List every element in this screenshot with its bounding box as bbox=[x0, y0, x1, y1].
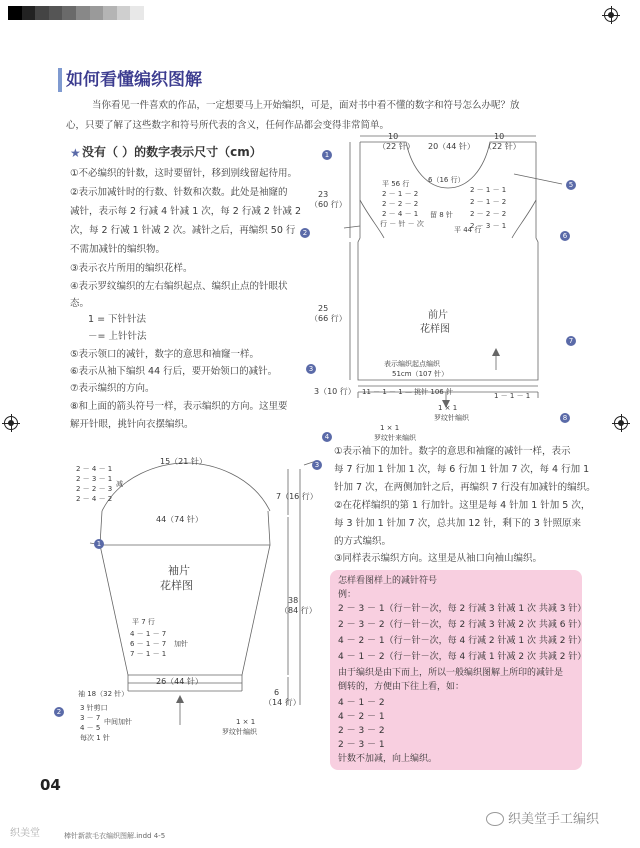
front-marker-2: 2 bbox=[300, 228, 310, 238]
front-marker-7: 7 bbox=[566, 336, 576, 346]
front-right-dec-row: 2 － 2 － 2 bbox=[470, 210, 507, 218]
left-line: ③表示衣片所用的编织花样。 bbox=[70, 263, 193, 274]
box-end: 针数不加减，向上编织。 bbox=[338, 754, 438, 764]
front-top-right-stitches: （22 针） bbox=[484, 142, 521, 151]
front-left-dec-row: 2 － 4 － 1 bbox=[382, 210, 419, 218]
sleeve-cuff-height: 6 bbox=[274, 688, 280, 697]
sleeve-inc-row: 7 － 1 － 1 bbox=[130, 650, 167, 658]
watermark-left: 织美堂 bbox=[10, 828, 40, 839]
front-start-note: 表示编织起点编织 bbox=[384, 360, 440, 368]
sleeve-cap-height: 7（16 行） bbox=[276, 492, 318, 501]
left-line: 不需加减针的编织物。 bbox=[70, 244, 166, 255]
front-top-left-width: 10 bbox=[388, 132, 399, 141]
left-line: ④表示罗纹编织的左右编织起点、编织止点的针眼状 bbox=[70, 281, 288, 292]
decrease-notation-box bbox=[330, 570, 587, 770]
front-right-dec-row: 2 － 1 － 2 bbox=[470, 198, 507, 206]
left-line: ⑦表示编织的方向。 bbox=[70, 383, 155, 394]
box-row: 2 － 3 － 1 bbox=[338, 740, 385, 750]
front-rib-note-1: 1 × 1 bbox=[380, 424, 400, 432]
box-note: 由于编织是由下而上，所以一般编织图解上所印的减针是 bbox=[338, 668, 564, 678]
front-left-dec-row: 2 － 2 － 2 bbox=[382, 200, 419, 208]
front-top-right-width: 10 bbox=[494, 132, 505, 141]
right-line: ①表示袖下的加针。数字的意思和袖窿的减针一样，表示 bbox=[334, 446, 571, 457]
registration-mark-right-icon bbox=[614, 416, 628, 430]
front-armhole-rows: （60 行） bbox=[310, 200, 347, 209]
front-keep-stitches: 留 8 针 bbox=[430, 211, 453, 219]
section-title: 没有（ ）的数字表示尺寸（cm） bbox=[82, 145, 262, 159]
left-line: 减针，表示每 2 行减 4 针减 1 次，每 2 行减 2 针减 2 bbox=[70, 206, 301, 217]
sleeve-cap-dec-suffix: 减 bbox=[116, 480, 123, 488]
left-line: 态。 bbox=[70, 298, 90, 309]
front-marker-6: 6 bbox=[560, 231, 570, 241]
front-flat-rows: 平 56 行 bbox=[382, 180, 410, 188]
front-start-width: 51cm（107 针） bbox=[392, 370, 449, 378]
front-rib-height: 3（10 行） bbox=[314, 387, 356, 396]
box-line: 2 － 3 － 2（行－针－次，每 2 行减 3 针减 2 次 共减 6 针） bbox=[338, 620, 587, 630]
front-armhole-height: 23 bbox=[318, 190, 329, 199]
front-rib-right: 1 － 1 － 1 bbox=[494, 392, 531, 400]
section-star-icon: ★ bbox=[70, 146, 81, 160]
front-rib-label: 罗纹针编织 bbox=[434, 414, 469, 422]
right-line: 每 3 针加 1 针加 7 次，总共加 12 针，剩下的 3 针照原来 bbox=[334, 518, 581, 529]
front-body-label: 前片 bbox=[428, 310, 448, 321]
sleeve-cuff-rows: （14 行） bbox=[264, 698, 301, 707]
color-registration-bar bbox=[8, 6, 144, 20]
front-marker-3: 3 bbox=[306, 364, 316, 374]
left-line: ⑤表示领口的减针，数字的意思和袖窿一样。 bbox=[70, 349, 260, 360]
box-row: 4 － 1 － 2 bbox=[338, 698, 385, 708]
front-body-pattern: 花样图 bbox=[420, 324, 450, 335]
front-right-dec-row: 2 － 1 － 1 bbox=[470, 186, 507, 194]
front-marker-8: 8 bbox=[560, 413, 570, 423]
page-title: 如何看懂编织图解 bbox=[66, 70, 202, 90]
sleeve-length: 38 bbox=[288, 596, 299, 605]
left-line: ①不必编织的针数，这时要留针，移到别线留起待用。 bbox=[70, 168, 298, 179]
right-line: 每 7 行加 1 针加 1 次，每 6 行加 1 针加 7 次，每 4 行加 1 bbox=[334, 464, 590, 475]
sleeve-marker-3: 3 bbox=[312, 460, 322, 470]
front-body-height: 25 bbox=[318, 304, 329, 313]
left-line: 解开针眼，挑针向衣摆编织。 bbox=[70, 419, 194, 430]
box-row: 4 － 2 － 1 bbox=[338, 712, 385, 722]
intro-line-1: 当你看见一件喜欢的作品，一定想要马上开始编织，可是，面对书中看不懂的数字和符号怎么办呢？放 bbox=[92, 100, 520, 111]
sleeve-cuff-width: 26（44 针） bbox=[156, 677, 203, 686]
box-title: 怎样看图样上的减针符号 bbox=[338, 576, 438, 586]
box-example: 例： bbox=[338, 590, 357, 600]
sleeve-tip-width: 袖 18（32 针） bbox=[78, 690, 129, 698]
left-line: －= 上针针法 bbox=[88, 331, 147, 342]
registration-mark-left-icon bbox=[4, 416, 18, 430]
front-left-dec-row: 2 － 1 － 2 bbox=[382, 190, 419, 198]
wechat-icon bbox=[486, 812, 504, 826]
front-marker-1: 1 bbox=[322, 150, 332, 160]
front-left-dec-legend: 行 － 针 － 次 bbox=[380, 220, 424, 228]
right-line: 的方式编织。 bbox=[334, 536, 392, 547]
sleeve-cap-dec-row: 2 － 4 － 2 bbox=[76, 495, 113, 503]
sleeve-inc-row: 4 － 1 － 7 bbox=[130, 630, 167, 638]
front-flat-rows-right: 平 44 行 bbox=[454, 226, 482, 234]
front-rib-note-2: 罗纹针来编织 bbox=[374, 434, 416, 442]
sleeve-inc-row: 6 － 1 － 7 bbox=[130, 640, 167, 648]
right-line: ③同样表示编织方向。这里是从袖口向袖山编织。 bbox=[334, 553, 543, 564]
sleeve-cap-dec-row: 2 － 2 － 3 bbox=[76, 485, 113, 493]
sleeve-tip-row: 3 针剪口 bbox=[80, 704, 108, 712]
front-neck-depth: 6（16 行） bbox=[428, 176, 465, 184]
box-line: 4 － 2 － 1（行－针－次，每 4 行减 2 针减 1 次 共减 2 针） bbox=[338, 636, 587, 646]
sleeve-flat-rows: 平 7 行 bbox=[132, 618, 155, 626]
sleeve-tip-each: 每次 1 针 bbox=[80, 734, 110, 742]
sleeve-length-rows: （84 行） bbox=[280, 606, 317, 615]
sleeve-top-width: 15（21 针） bbox=[160, 457, 207, 466]
sleeve-cap-dec-row: 2 － 3 － 1 bbox=[76, 475, 113, 483]
sleeve-tip-middle: 中间加针 bbox=[104, 718, 132, 726]
sleeve-label: 袖片 bbox=[168, 564, 190, 577]
sleeve-inc-suffix: 加针 bbox=[174, 640, 188, 648]
front-top-left-stitches: （22 针） bbox=[378, 142, 415, 151]
left-line: ⑧和上面的箭头符号一样，表示编织的方向。这里要 bbox=[70, 401, 288, 412]
sleeve-cap-dec-row: 2 － 4 － 1 bbox=[76, 465, 113, 473]
left-line: 次，每 2 行减 1 针减 2 次。减针之后，再编织 50 行 bbox=[70, 225, 296, 236]
left-line: ⑥表示从袖下编织 44 行后，要开始领口的减针。 bbox=[70, 366, 278, 377]
sleeve-marker-1: 1 bbox=[94, 539, 104, 549]
front-marker-5: 5 bbox=[566, 180, 576, 190]
front-top-center-width: 20（44 针） bbox=[428, 142, 475, 151]
watermark: 织美堂手工编织 bbox=[508, 812, 600, 827]
sleeve-rib-label: 罗纹针编织 bbox=[222, 728, 257, 736]
box-line: 2 － 3 － 1（行－针－次，每 2 行减 3 针减 1 次 共减 3 针） bbox=[338, 604, 587, 614]
box-note: 倒转的，方便由下往上看，如： bbox=[338, 682, 465, 692]
sleeve-tip-row: 4 － 5 bbox=[80, 724, 101, 732]
intro-line-2: 心，只要了解了这些数字和符号所代表的含义，任何作品都会变得非常简单。 bbox=[66, 120, 390, 131]
left-line: 1 = 下针针法 bbox=[88, 314, 147, 325]
right-line: 针加 7 次，在两侧加针之后，再编织 7 行没有加减针的编织。 bbox=[334, 482, 596, 493]
left-line: ②表示加减针时的行数、针数和次数。此处是袖窿的 bbox=[70, 187, 288, 198]
box-line: 4 － 1 － 2（行－针－次，每 4 行减 1 针减 2 次 共减 2 针） bbox=[338, 652, 587, 662]
title-accent-bar bbox=[58, 68, 62, 92]
sleeve-upper-width: 44（74 针） bbox=[156, 515, 203, 524]
sleeve-tip-row: 3 － 7 bbox=[80, 714, 101, 722]
page-number: 04 bbox=[40, 776, 61, 794]
right-line: ②在花样编织的第 1 行加针。这里是每 4 针加 1 针加 5 次， bbox=[334, 500, 591, 511]
sleeve-rib-type: 1 × 1 bbox=[236, 718, 256, 726]
sleeve-marker-2: 2 bbox=[54, 707, 64, 717]
front-rib-type: 1 × 1 bbox=[438, 404, 458, 412]
front-rib-pickup: 11 － 1 － 1 — 挑针 106 针 bbox=[362, 388, 453, 396]
footer-file: 棒针新款毛衣编织图解.indd 4-5 bbox=[64, 832, 166, 840]
registration-mark-top-icon bbox=[604, 8, 618, 22]
front-right-dec-row: 2 － 3 － 1 bbox=[470, 222, 507, 230]
front-marker-4: 4 bbox=[322, 432, 332, 442]
box-row: 2 － 3 － 2 bbox=[338, 726, 385, 736]
front-body-rows: （66 行） bbox=[310, 314, 347, 323]
sleeve-pattern-label: 花样图 bbox=[160, 579, 193, 592]
